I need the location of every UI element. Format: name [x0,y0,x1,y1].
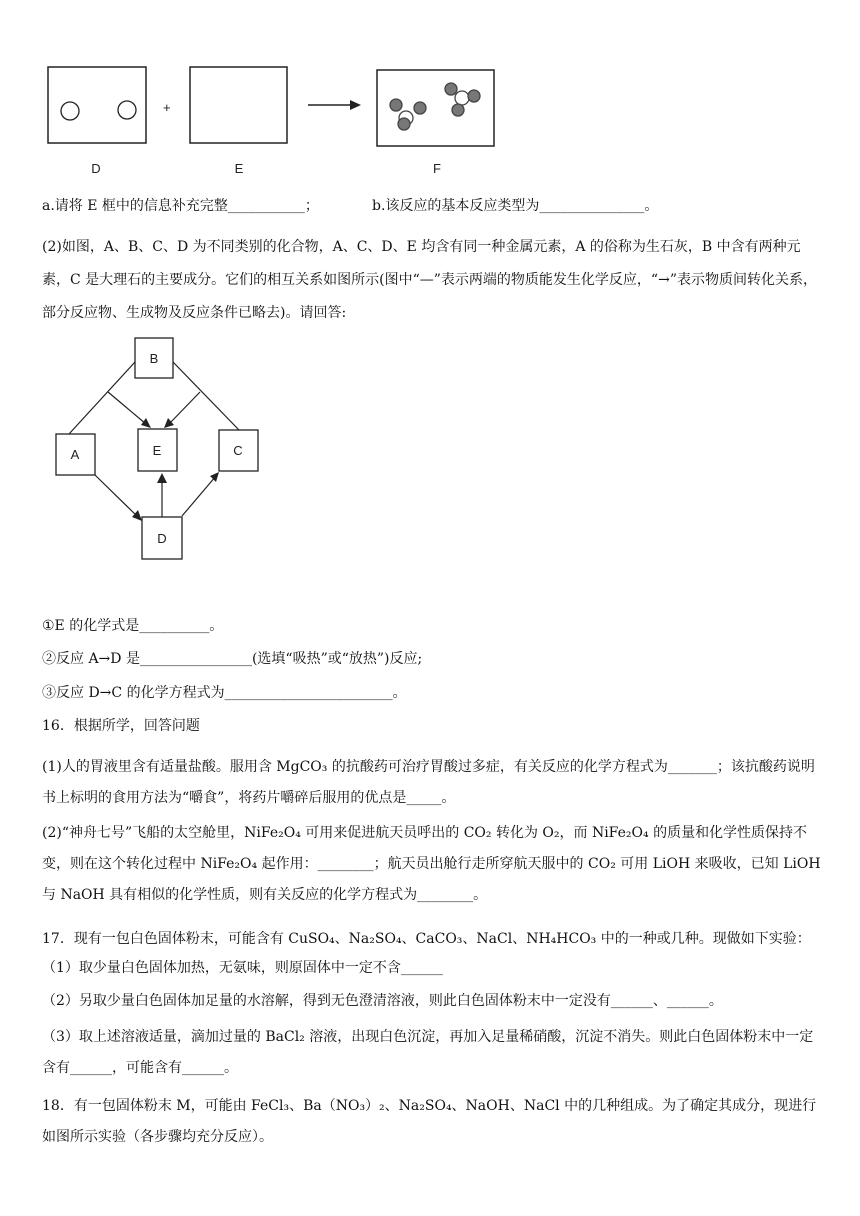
label-d: D [91,161,101,176]
q17-step-1: （1）取少量白色固体加热，无氨味，则原固体中一定不含______ [42,960,443,976]
link-b-e-left [108,392,146,424]
label-e: E [234,161,244,176]
label-f: F [433,161,441,176]
node-b-label: B [149,351,159,366]
q16-part-2: (2)“神舟七号”飞船的太空舱里，NiFe₂O₄ 可用来促进航天员呼出的 CO₂ 转化为 O₂，而 NiFe₂O₄ 的质量和化学性质保持不变，则在这个转化过程中 NiFe₂O₄ 起作用：________；航天员出舱行走所穿航天服中的 CO₂ 可用 LiOH 来吸收，已知 LiOH 与 NaOH 具有相似的化学性质，则有关反应的化学方程式为________。 [42,825,821,903]
relationship-diagram [45,330,280,565]
link-b-e-right [169,392,200,424]
link-d-c [182,476,216,516]
arrowhead-b-e-right [164,418,174,428]
q15-question-1: ①E 的化学式是__________。 [42,618,224,634]
link-a-d [95,475,138,517]
q15-paragraph-2: (2)如图，A、B、C、D 为不同类别的化合物，A、C、D、E 均含有同一种金属元素，A 的俗称为生石灰，B 中含有两种元素，C 是大理石的主要成分。它们的相互关系如图所示(图中“—”表示两端的物质能发生化学反应，“→”表示物质间转化关系，部分反应物、生成物及反应条件已略去)。请回答: [42,239,817,321]
node-d-label: D [157,531,167,546]
node-a-label: A [70,447,80,462]
molecule-1 [390,99,426,130]
link-b-c [173,362,239,430]
arrowhead-d-e [157,473,167,483]
reaction-diagram [40,60,510,185]
q17-step-2: （2）另取少量白色固体加足量的水溶解，得到无色澄清溶液，则此白色固体粉末中一定没有______、______。 [42,993,723,1009]
q15-part-a: a.请将 E 框中的信息补充完整___________； [42,198,319,214]
node-c-label: C [233,443,243,458]
q16-part-1: (1)人的胃液里含有适量盐酸。服用含 MgCO₃ 的抗酸药可治疗胃酸过多症，有关反应的化学方程式为_______；该抗酸药说明书上标明的食用方法为“嚼食”，将药片嚼碎后服用的优点是_____。 [42,759,815,806]
link-b-a [69,362,135,434]
arrowhead-b-e-left [141,418,151,428]
q15-line-a [42,195,822,217]
q16-title: 16．根据所学，回答问题 [42,718,200,734]
molecule-2 [445,83,480,116]
box-e [190,67,287,143]
q17-title: 17．现有一包白色固体粉末，可能含有 CuSO₄、Na₂SO₄、CaCO₃、NaCl、NH₄HCO₃ 中的一种或几种。现做如下实验： [42,931,811,947]
arrowhead-d-c [210,472,219,482]
q15-question-2: ②反应 A→D 是________________(选填“吸热”或“放热”)反应; [42,651,423,667]
node-e-label: E [152,443,162,458]
q18-text: 18．有一包固体粉末 M，可能由 FeCl₃、Ba（NO₃）₂、Na₂SO₄、NaOH、NaCl 中的几种组成。为了确定其成分，现进行如图所示实验（各步骤均充分反应）。 [42,1098,817,1145]
q15-question-3: ③反应 D→C 的化学方程式为________________________。 [42,685,407,701]
arrowhead-a-d [132,510,142,521]
atom-d-2 [118,101,136,119]
q15-part-b: b.该反应的基本反应类型为_______________。 [372,198,659,214]
plus-sign: + [163,100,171,115]
atom-d-1 [61,102,79,120]
q17-step-3: （3）取上述溶液适量，滴加过量的 BaCl₂ 溶液，出现白色沉淀，再加入足量稀硝酸，沉淀不消失。则此白色固体粉末中一定含有______，可能含有______。 [42,1029,814,1076]
arrow-head [350,100,361,110]
